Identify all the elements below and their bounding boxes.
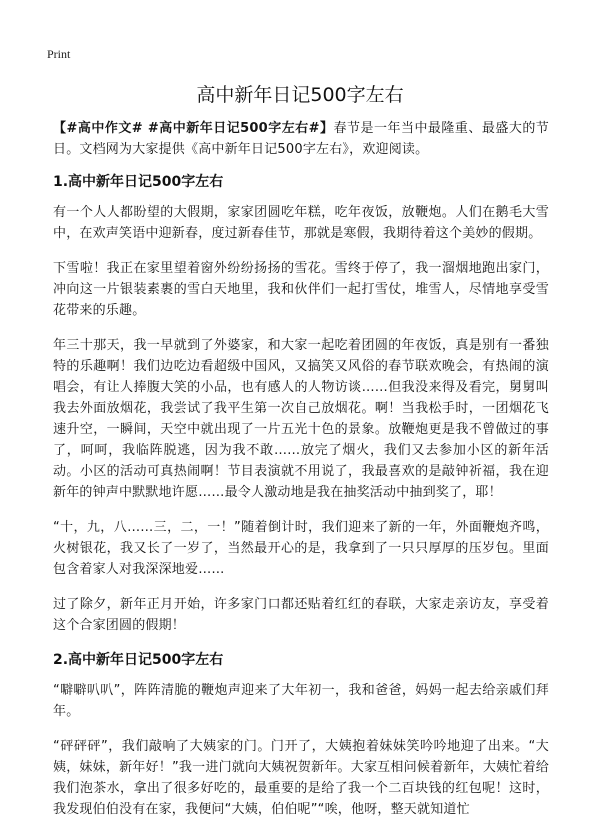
section1-paragraph: 过了除夕，新年正月开始，许多家门口都还贴着红红的春联，大家走亲访友，享受着这个合家团圆的假期！: [53, 597, 549, 633]
intro-paragraph: [53, 118, 549, 160]
page-title: 高中新年日记500字左右: [196, 84, 404, 106]
section1-paragraph: 年三十那天，我一早就到了外婆家，和大家一起吃着团圆的年夜饭，真是别有一番独特的乐趣啊！我们边吃边看超级中国风，又搞笑又风俗的春节联欢晚会，有热闹的演唱会，有让人捧腹大笑的小品，也有感人的人物访谈……但我没来得及看完，舅舅叫我去外面放烟花，我尝试了我平生第一次自己放烟花。啊！当我松手时，一团烟花飞速升空，一瞬间，天空中就出现了一片五光十色的景象。放鞭炮更是我不曾做过的事了，呵呵，我临阵脱逃，因为我不敢……放完了烟火，我们又去参加小区的新年活动。小区的活动可真热闹啊！节目表演就不用说了，我最喜欢的是敲钟祈福，我在迎新年的钟声中默默地许愿……最令人激动地是我在抽奖活动中抽到奖了，耶！: [53, 338, 549, 500]
article-body: [53, 118, 549, 834]
section1-heading: 1.高中新年日记500字左右: [53, 174, 224, 190]
print-label[interactable]: Print: [47, 47, 71, 61]
section2-heading: 2.高中新年日记500字左右: [53, 652, 224, 668]
section1-paragraph: 有一个人人都盼望的大假期，家家团圆吃年糕，吃年夜饭，放鞭炮。人们在鹅毛大雪中，在欢声笑语中迎新春，度过新春佳节，那就是寒假，我期待着这个美妙的假期。: [53, 205, 549, 241]
section1-paragraph: 下雪啦！我正在家里望着窗外纷纷扬扬的雪花。雪终于停了，我一溜烟地跑出家门，冲向这一片银装素裹的雪白天地里，我和伙伴们一起打雪仗，堆雪人，尽情地享受雪花带来的乐趣。: [53, 261, 549, 318]
section1-paragraph: “十，九，八……三，二，一！”随着倒计时，我们迎来了新的一年，外面鞭炮齐鸣，火树银花，我又长了一岁了，当然最开心的是，我拿到了一只只厚厚的压岁包。里面包含着家人对我深深地爱……: [53, 520, 549, 577]
intro-text: 春节是一年当中最隆重、最盛大的节日。文档网为大家提供《高中新年日记500字左右》，欢迎阅读。: [53, 121, 549, 157]
section2-paragraph: “砰砰砰”，我们敲响了大姨家的门。门开了，大姨抱着妹妹笑吟吟地迎了出来。“大姨，妹妹，新年好！”我一进门就向大姨祝贺新年。大家互相问候着新年，大姨忙着给我们泡茶水，拿出了很多好吃的，最重要的是给了我一个二百块钱的红包呢！这时，我发现伯伯没有在家，我便问“大姨，伯伯呢”“唉，他呀，整天就知道忙: [53, 739, 549, 817]
section2-paragraph: “噼噼叭叭”，阵阵清脆的鞭炮声迎来了大年初一，我和爸爸，妈妈一起去给亲戚们拜年。: [53, 683, 549, 719]
intro-tag: 【#高中作文# #高中新年日记500字左右#】: [53, 121, 334, 136]
